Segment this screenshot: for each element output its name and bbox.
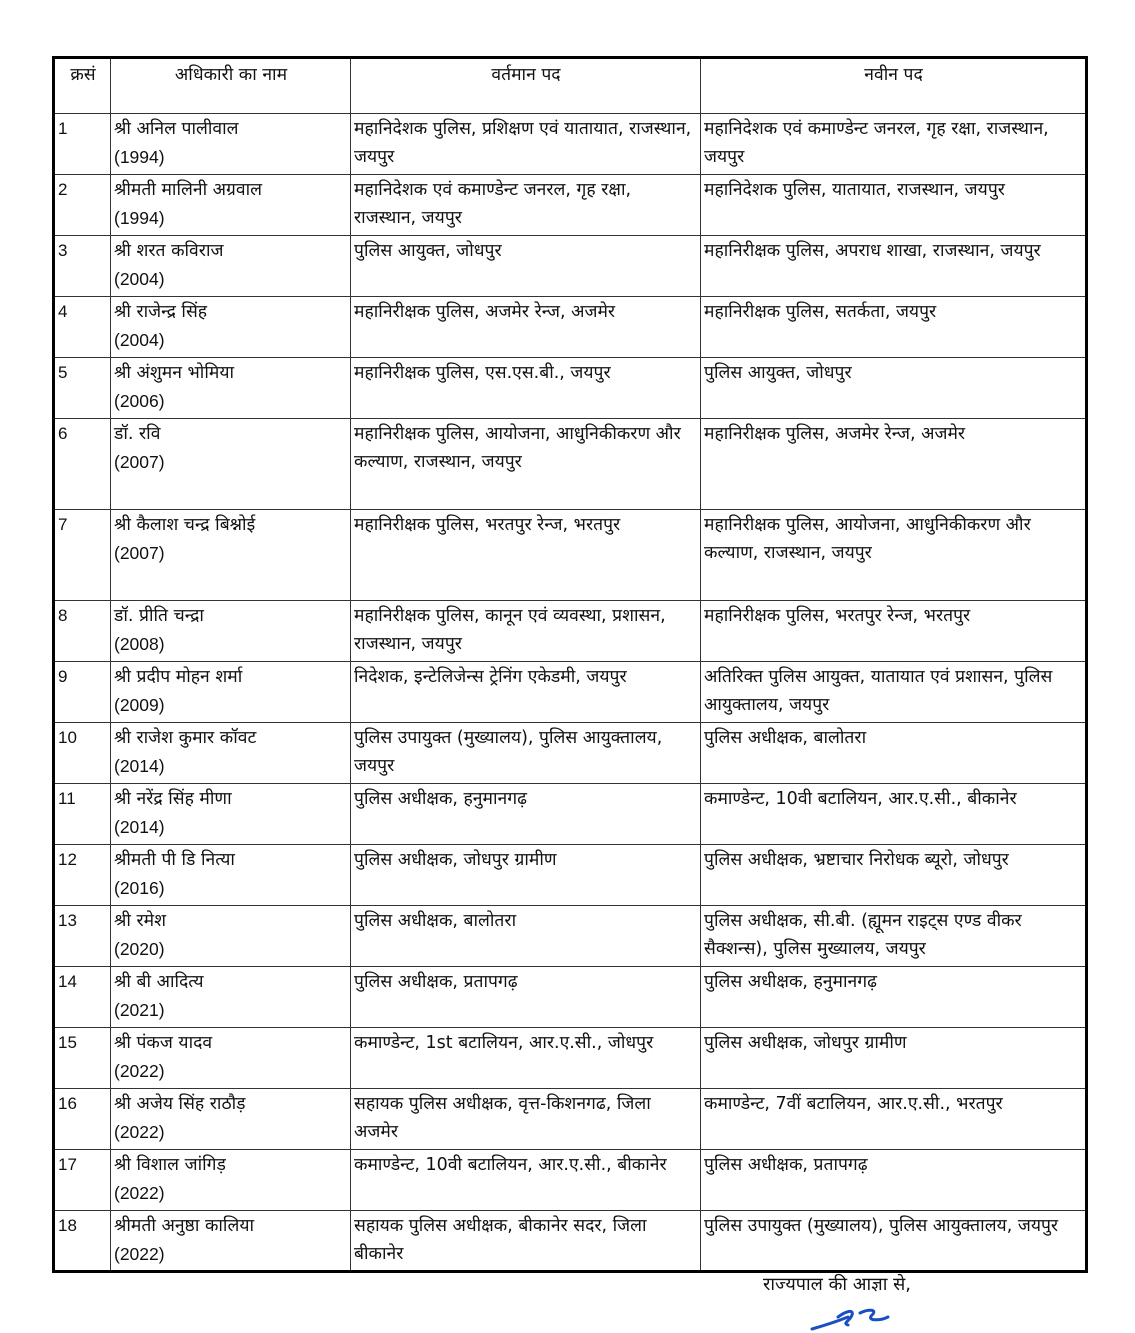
serial-number-cell: 4 (54, 297, 111, 358)
table-row (54, 601, 1087, 662)
current-post-cell: महानिरीक्षक पुलिस, आयोजना, आधुनिकीकरण और कल्याण, राजस्थान, जयपुर (351, 419, 701, 510)
serial-number-cell: 6 (54, 419, 111, 510)
current-post-cell: सहायक पुलिस अधीक्षक, बीकानेर सदर, जिला बीकानेर (351, 1211, 701, 1272)
table-row (54, 1211, 1087, 1272)
header-new-post: नवीन पद (701, 58, 1087, 114)
serial-number-cell: 9 (54, 662, 111, 723)
officer-name: श्री प्रदीप मोहन शर्मा (114, 667, 243, 687)
officer-name-cell (111, 723, 351, 784)
new-post-cell: अतिरिक्त पुलिस आयुक्त, यातायात एवं प्रशासन, पुलिस आयुक्तालय, जयपुर (701, 662, 1087, 723)
current-post-cell: महानिरीक्षक पुलिस, कानून एवं व्यवस्था, प्रशासन, राजस्थान, जयपुर (351, 601, 701, 662)
new-post-cell: पुलिस आयुक्त, जोधपुर (701, 358, 1087, 419)
current-post-cell: महानिदेशक एवं कमाण्डेन्ट जनरल, गृह रक्षा, राजस्थान, जयपुर (351, 175, 701, 236)
current-post-cell: कमाण्डेन्ट, 10वी बटालियन, आर.ए.सी., बीकानेर (351, 1150, 701, 1211)
new-post-cell: पुलिस उपायुक्त (मुख्यालय), पुलिस आयुक्तालय, जयपुर (701, 1211, 1087, 1272)
current-post-cell: सहायक पुलिस अधीक्षक, वृत्त-किशनगढ, जिला अजमेर (351, 1089, 701, 1150)
table-body (54, 114, 1087, 1272)
officer-name-cell (111, 906, 351, 967)
officer-name-cell (111, 967, 351, 1028)
officer-batch-year: (1994) (114, 208, 165, 228)
officer-batch-year: (2004) (114, 269, 165, 289)
current-post-cell: पुलिस उपायुक्त (मुख्यालय), पुलिस आयुक्तालय, जयपुर (351, 723, 701, 784)
officer-batch-year: (2009) (114, 695, 165, 715)
officer-name: श्रीमती पी डि नित्या (114, 850, 235, 870)
officer-batch-year: (2020) (114, 939, 165, 959)
officer-name: श्री विशाल जांगिड़ (114, 1155, 226, 1175)
serial-number-cell: 13 (54, 906, 111, 967)
new-post-cell: महानिदेशक एवं कमाण्डेन्ट जनरल, गृह रक्षा, राजस्थान, जयपुर (701, 114, 1087, 175)
governor-order-text: राज्यपाल की आज्ञा से, (763, 1274, 911, 1295)
officer-name: श्री अनिल पालीवाल (114, 119, 239, 139)
officer-name: श्रीमती मालिनी अग्रवाल (114, 180, 263, 200)
officer-name-cell (111, 601, 351, 662)
officer-batch-year: (2016) (114, 878, 165, 898)
officer-name: श्री राजेश कुमार कॉवट (114, 728, 257, 748)
officer-name-cell (111, 1211, 351, 1272)
officer-batch-year: (2008) (114, 634, 165, 654)
new-post-cell: कमाण्डेन्ट, 7वीं बटालियन, आर.ए.सी., भरतपुर (701, 1089, 1087, 1150)
table-row (54, 1150, 1087, 1211)
serial-number-cell: 3 (54, 236, 111, 297)
new-post-cell: पुलिस अधीक्षक, भ्रष्टाचार निरोधक ब्यूरो, जोधपुर (701, 845, 1087, 906)
officer-name: श्री अंशुमन भोमिया (114, 363, 235, 383)
serial-number-cell: 18 (54, 1211, 111, 1272)
current-post-cell: पुलिस अधीक्षक, हनुमानगढ़ (351, 784, 701, 845)
officer-name: श्रीमती अनुष्ठा कालिया (114, 1216, 254, 1236)
serial-number-cell: 1 (54, 114, 111, 175)
officer-name-cell (111, 297, 351, 358)
officer-name: श्री नरेंद्र सिंह मीणा (114, 789, 232, 809)
officer-name: श्री अजेय सिंह राठौड़ (114, 1094, 246, 1114)
new-post-cell: महानिरीक्षक पुलिस, सतर्कता, जयपुर (701, 297, 1087, 358)
new-post-cell: महानिरीक्षक पुलिस, आयोजना, आधुनिकीकरण और कल्याण, राजस्थान, जयपुर (701, 510, 1087, 601)
officer-name-cell (111, 358, 351, 419)
current-post-cell: महानिरीक्षक पुलिस, एस.एस.बी., जयपुर (351, 358, 701, 419)
serial-number-cell: 7 (54, 510, 111, 601)
officer-batch-year: (2007) (114, 543, 165, 563)
serial-number-cell: 12 (54, 845, 111, 906)
header-serial-number: क्रसं (54, 58, 111, 114)
serial-number-cell: 10 (54, 723, 111, 784)
table-row (54, 358, 1087, 419)
table-row (54, 906, 1087, 967)
serial-number-cell: 17 (54, 1150, 111, 1211)
new-post-cell: पुलिस अधीक्षक, प्रतापगढ़ (701, 1150, 1087, 1211)
officer-name: डॉ. रवि (114, 424, 161, 444)
new-post-cell: पुलिस अधीक्षक, जोधपुर ग्रामीण (701, 1028, 1087, 1089)
officer-batch-year: (2004) (114, 330, 165, 350)
table-row (54, 510, 1087, 601)
officer-name: श्री राजेन्द्र सिंह (114, 302, 208, 322)
table-row (54, 297, 1087, 358)
officer-name-cell (111, 114, 351, 175)
current-post-cell: निदेशक, इन्टेलिजेन्स ट्रेनिंग एकेडमी, जयपुर (351, 662, 701, 723)
signature-mark (808, 1303, 898, 1333)
officer-name-cell (111, 784, 351, 845)
officer-name: श्री रमेश (114, 911, 167, 931)
officer-batch-year: (2022) (114, 1122, 165, 1142)
serial-number-cell: 11 (54, 784, 111, 845)
table-row (54, 114, 1087, 175)
officer-name-cell (111, 1028, 351, 1089)
new-post-cell: महानिरीक्षक पुलिस, अजमेर रेन्ज, अजमेर (701, 419, 1087, 510)
officer-name-cell (111, 236, 351, 297)
officer-batch-year: (2022) (114, 1183, 165, 1203)
table-header-row (54, 58, 1087, 114)
current-post-cell: पुलिस अधीक्षक, जोधपुर ग्रामीण (351, 845, 701, 906)
current-post-cell: महानिदेशक पुलिस, प्रशिक्षण एवं यातायात, राजस्थान, जयपुर (351, 114, 701, 175)
current-post-cell: पुलिस अधीक्षक, प्रतापगढ़ (351, 967, 701, 1028)
new-post-cell: महानिरीक्षक पुलिस, अपराध शाखा, राजस्थान, जयपुर (701, 236, 1087, 297)
header-officer-name: अधिकारी का नाम (111, 58, 351, 114)
table-row (54, 784, 1087, 845)
officer-batch-year: (2022) (114, 1061, 165, 1081)
officer-name: श्री कैलाश चन्द्र बिश्नोई (114, 515, 256, 535)
officer-name: श्री शरत कविराज (114, 241, 224, 261)
officer-name-cell (111, 510, 351, 601)
table-row (54, 1089, 1087, 1150)
officer-name-cell (111, 419, 351, 510)
table-row (54, 723, 1087, 784)
table-row (54, 175, 1087, 236)
table-row (54, 419, 1087, 510)
table-row (54, 662, 1087, 723)
table-row (54, 967, 1087, 1028)
new-post-cell: पुलिस अधीक्षक, हनुमानगढ़ (701, 967, 1087, 1028)
officer-name-cell (111, 662, 351, 723)
officer-batch-year: (2014) (114, 817, 165, 837)
officer-name: श्री बी आदित्य (114, 972, 204, 992)
current-post-cell: महानिरीक्षक पुलिस, अजमेर रेन्ज, अजमेर (351, 297, 701, 358)
officer-name-cell (111, 845, 351, 906)
table-row (54, 1028, 1087, 1089)
officer-name-cell (111, 175, 351, 236)
serial-number-cell: 5 (54, 358, 111, 419)
serial-number-cell: 14 (54, 967, 111, 1028)
officer-batch-year: (1994) (114, 147, 165, 167)
officer-name: डॉ. प्रीति चन्द्रा (114, 606, 204, 626)
new-post-cell: पुलिस अधीक्षक, सी.बी. (ह्यूमन राइट्स एण्ड वीकर सैक्शन्स), पुलिस मुख्यालय, जयपुर (701, 906, 1087, 967)
table-row (54, 236, 1087, 297)
officer-name-cell (111, 1150, 351, 1211)
new-post-cell: महानिरीक्षक पुलिस, भरतपुर रेन्ज, भरतपुर (701, 601, 1087, 662)
header-current-post: वर्तमान पद (351, 58, 701, 114)
serial-number-cell: 15 (54, 1028, 111, 1089)
current-post-cell: पुलिस आयुक्त, जोधपुर (351, 236, 701, 297)
new-post-cell: महानिदेशक पुलिस, यातायात, राजस्थान, जयपुर (701, 175, 1087, 236)
table-row (54, 845, 1087, 906)
officer-batch-year: (2022) (114, 1244, 165, 1264)
officer-batch-year: (2021) (114, 1000, 165, 1020)
current-post-cell: कमाण्डेन्ट, 1st बटालियन, आर.ए.सी., जोधपुर (351, 1028, 701, 1089)
serial-number-cell: 2 (54, 175, 111, 236)
transfer-order-table (52, 56, 1088, 1273)
officer-batch-year: (2006) (114, 391, 165, 411)
serial-number-cell: 16 (54, 1089, 111, 1150)
officer-batch-year: (2014) (114, 756, 165, 776)
serial-number-cell: 8 (54, 601, 111, 662)
new-post-cell: पुलिस अधीक्षक, बालोतरा (701, 723, 1087, 784)
officer-name: श्री पंकज यादव (114, 1033, 213, 1053)
current-post-cell: पुलिस अधीक्षक, बालोतरा (351, 906, 701, 967)
officer-batch-year: (2007) (114, 452, 165, 472)
current-post-cell: महानिरीक्षक पुलिस, भरतपुर रेन्ज, भरतपुर (351, 510, 701, 601)
officer-name-cell (111, 1089, 351, 1150)
new-post-cell: कमाण्डेन्ट, 10वी बटालियन, आर.ए.सी., बीकानेर (701, 784, 1087, 845)
